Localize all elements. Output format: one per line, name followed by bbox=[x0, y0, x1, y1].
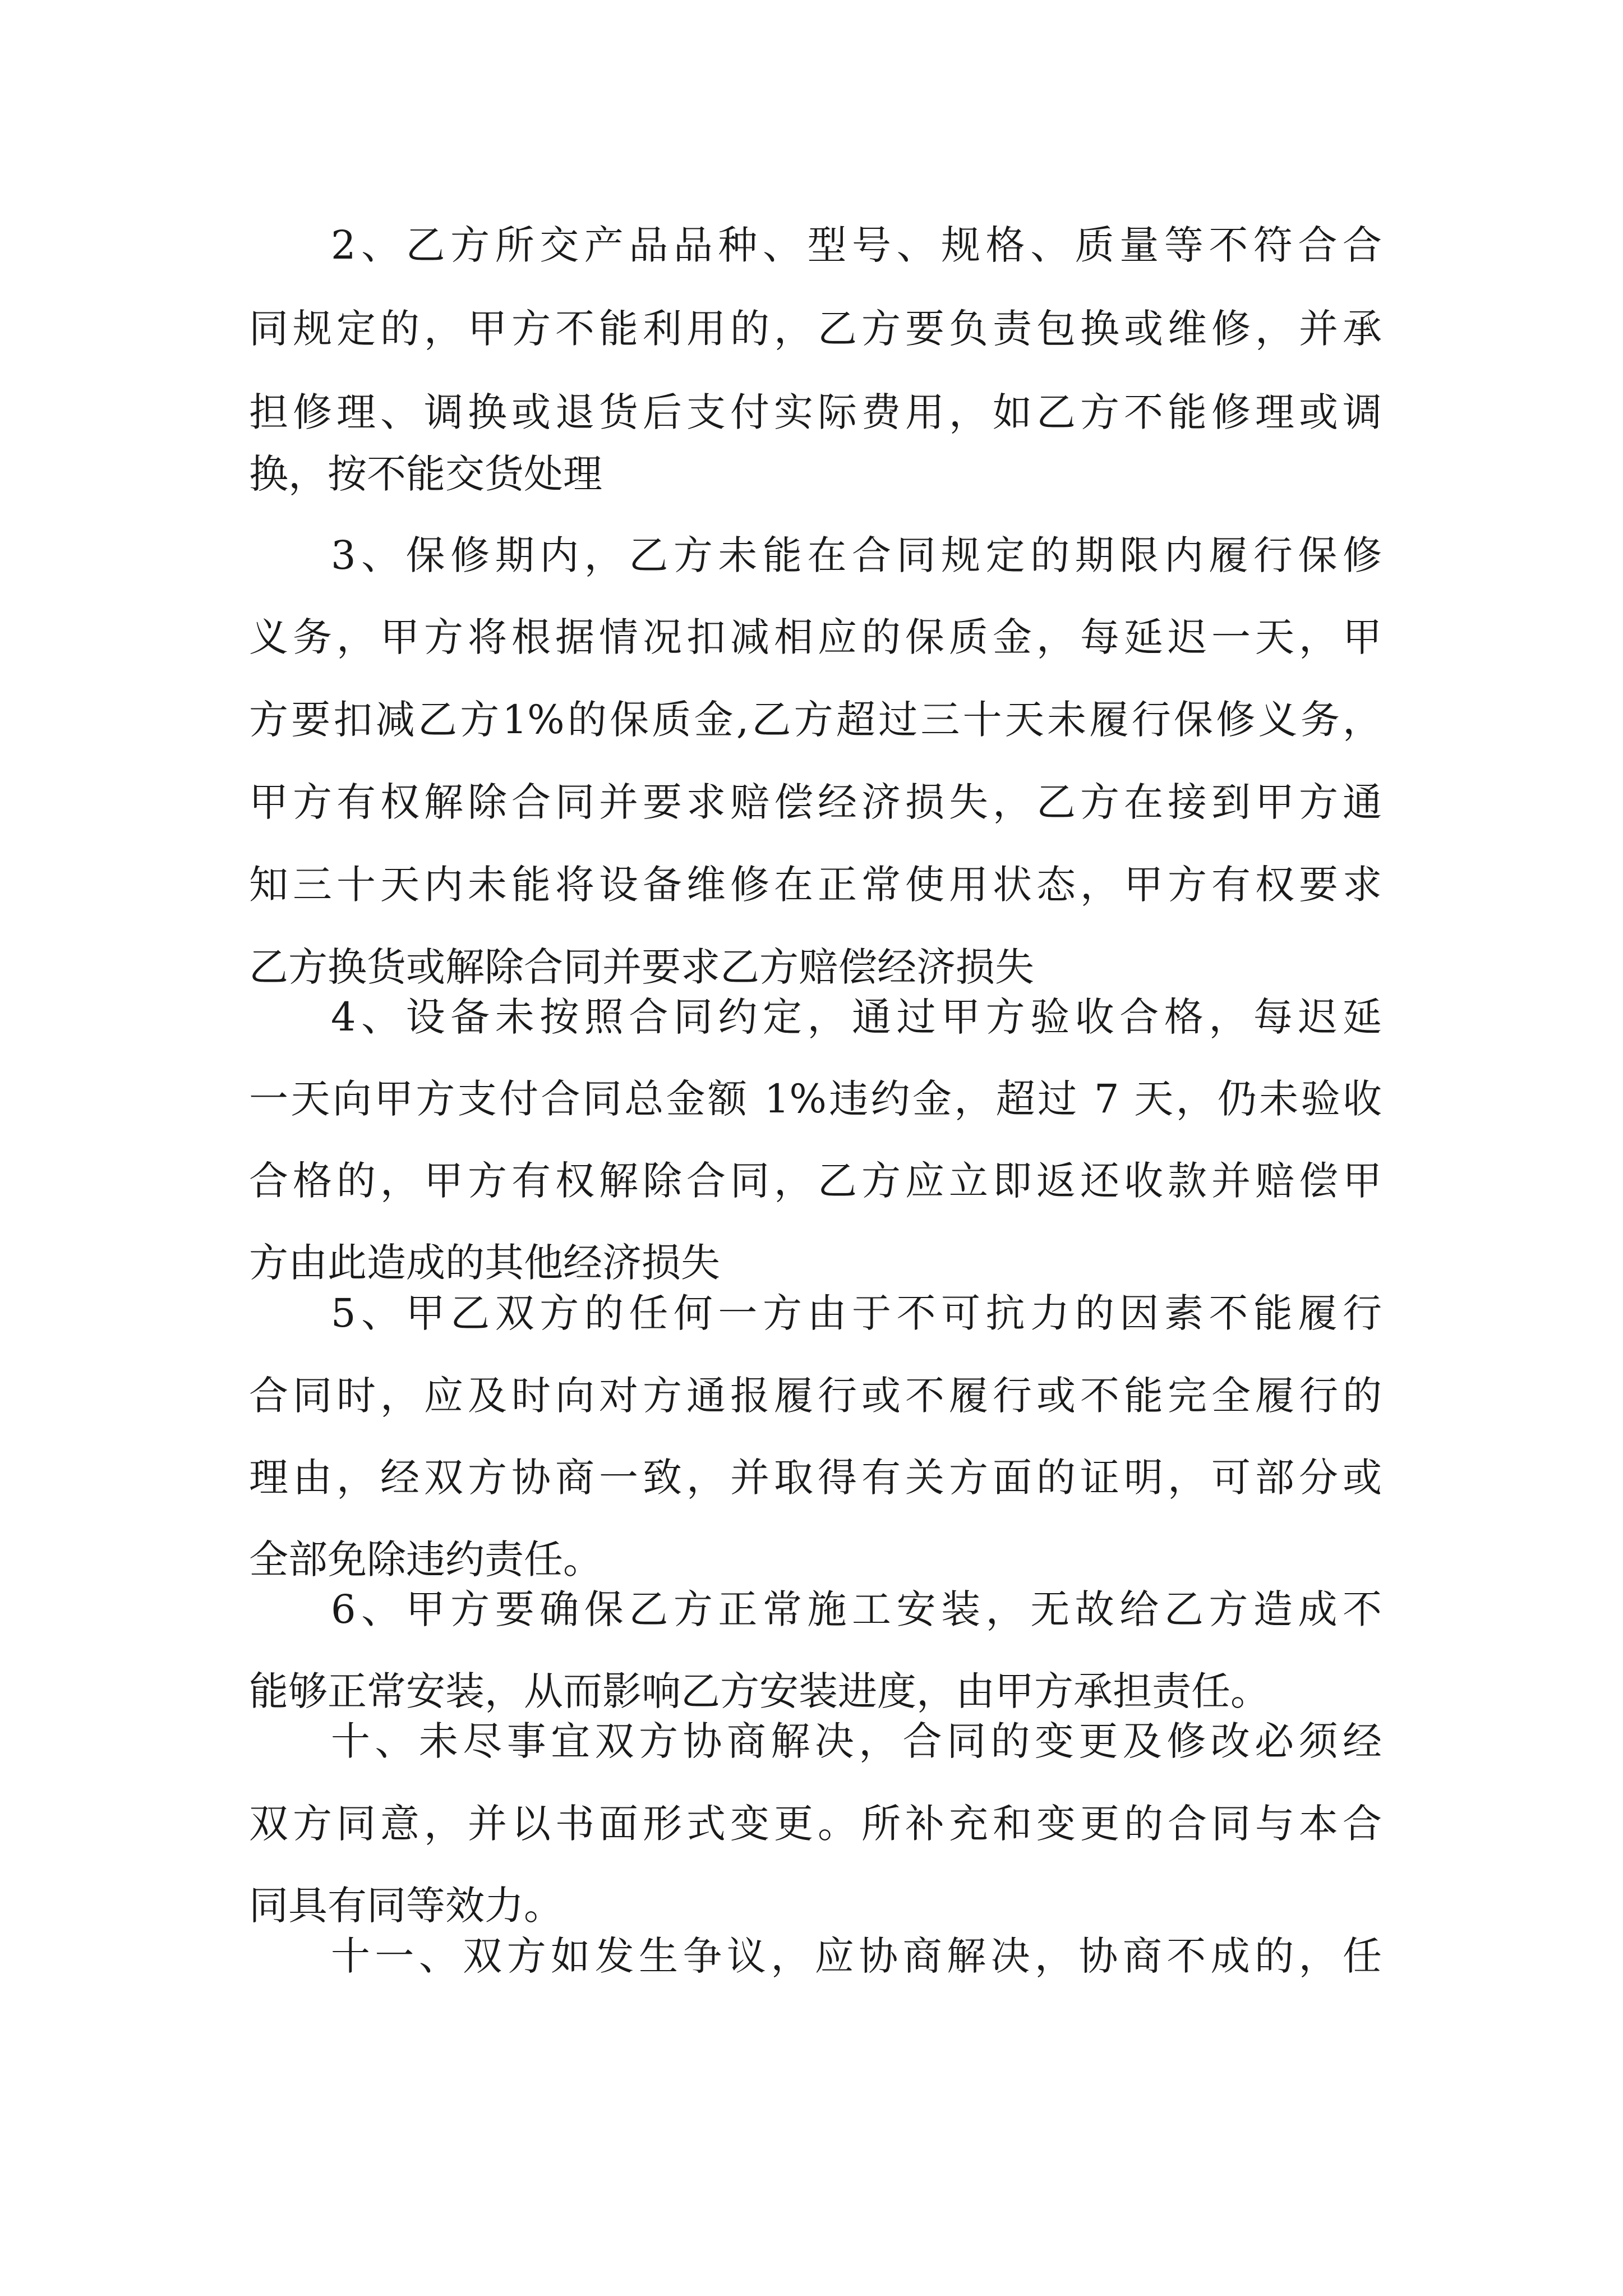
text-line: 换，按不能交货处理 bbox=[249, 451, 602, 497]
text-line: 6、甲方要确保乙方正常施工安装，无故给乙方造成不 bbox=[331, 1586, 1382, 1632]
text-line: 十一、双方如发生争议，应协商解决，协商不成的，任 bbox=[331, 1933, 1382, 1979]
text-line: 5、甲乙双方的任何一方由于不可抗力的因素不能履行 bbox=[331, 1290, 1382, 1336]
text-line: 十、未尽事宜双方协商解决，合同的变更及修改必须经 bbox=[331, 1718, 1382, 1764]
text-line: 甲方有权解除合同并要求赔偿经济损失，乙方在接到甲方通 bbox=[249, 779, 1382, 825]
text-line: 乙方换货或解除合同并要求乙方赔偿经济损失 bbox=[249, 944, 1034, 990]
text-line: 知三十天内未能将设备维修在正常使用状态，甲方有权要求 bbox=[249, 862, 1382, 908]
text-line: 双方同意，并以书面形式变更。所补充和变更的合同与本合 bbox=[249, 1801, 1382, 1847]
text-line: 义务，甲方将根据情况扣减相应的保质金，每延迟一天，甲 bbox=[249, 614, 1382, 660]
text-line: 能够正常安装，从而影响乙方安装进度，由甲方承担责任。 bbox=[249, 1668, 1270, 1714]
text-line: 方由此造成的其他经济损失 bbox=[249, 1240, 720, 1286]
text-line: 方要扣减乙方1%的保质金,乙方超过三十天未履行保修义务， bbox=[249, 697, 1382, 743]
text-line: 合格的，甲方有权解除合同，乙方应立即返还收款并赔偿甲 bbox=[249, 1158, 1382, 1204]
text-line: 一天向甲方支付合同总金额 1%违约金，超过 7 天，仍未验收 bbox=[249, 1076, 1382, 1122]
text-line: 担修理、调换或退货后支付实际费用，如乙方不能修理或调 bbox=[249, 389, 1382, 435]
text-line: 同规定的，甲方不能利用的，乙方要负责包换或维修，并承 bbox=[249, 306, 1382, 352]
text-line: 全部免除违约责任。 bbox=[249, 1536, 602, 1582]
text-line: 合同时，应及时向对方通报履行或不履行或不能完全履行的 bbox=[249, 1373, 1382, 1419]
text-line: 3、保修期内，乙方未能在合同规定的期限内履行保修 bbox=[331, 532, 1382, 578]
text-line: 4、设备未按照合同约定，通过甲方验收合格，每迟延 bbox=[331, 994, 1382, 1040]
text-line: 同具有同等效力。 bbox=[249, 1883, 563, 1929]
text-line: 理由，经双方协商一致，并取得有关方面的证明，可部分或 bbox=[249, 1455, 1382, 1501]
text-line: 2、乙方所交产品品种、型号、规格、质量等不符合合 bbox=[331, 222, 1382, 268]
